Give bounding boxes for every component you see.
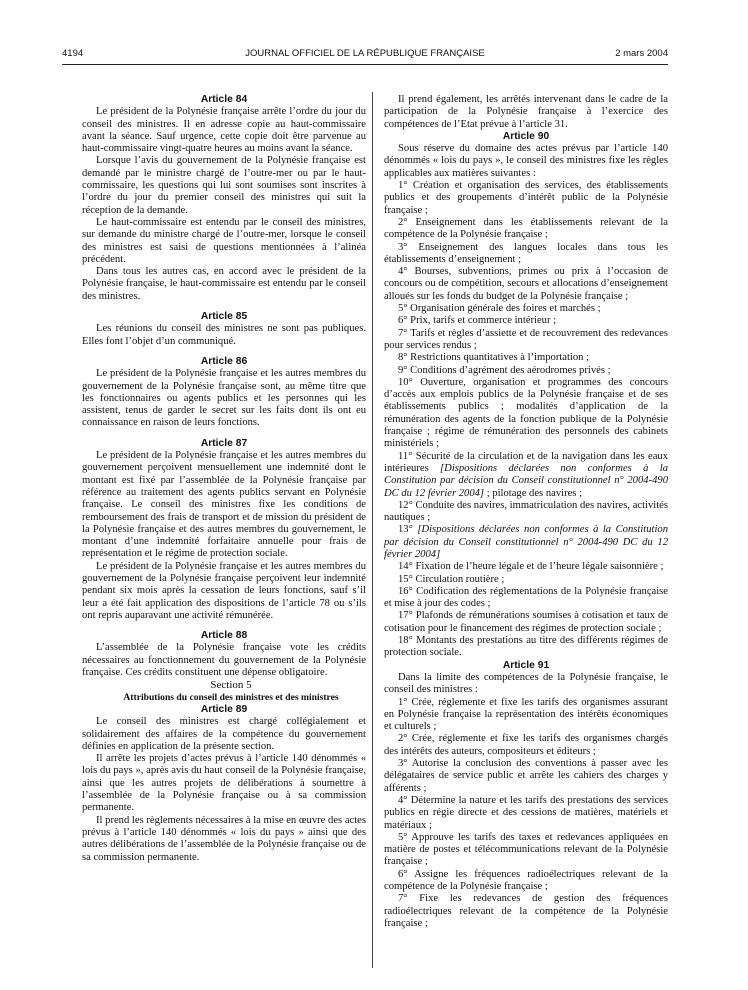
article-90-item-10: 10° Ouverture, organisation et programmes des concours d’accès aux emplois publics de la Polynésie française et de ses établissements publics ; modalités d’application de la rémunération des agents de la fonction publique de la Polynésie française ; régime de rémunération des personnels des cabinets ministériels ;: [384, 376, 668, 450]
article-86-heading: Article 86: [200, 355, 248, 367]
article-90-item-17: 17° Plafonds de rémunérations soumises à cotisation et taux de cotisation pour le financement des régimes de protection sociale ;: [384, 610, 668, 634]
article-90-item-7: 7° Tarifs et règles d’assiette et de recouvrement des redevances pour services rendus ;: [384, 327, 668, 351]
article-85-para-1: Les réunions du conseil des ministres ne sont pas publiques. Elles font l’objet d’un communiqué.: [82, 323, 366, 347]
article-91-heading: Article 91: [502, 659, 550, 671]
journal-title: JOURNAL OFFICIEL DE LA RÉPUBLIQUE FRANÇAISE: [245, 48, 485, 59]
article-90-item-5: 5° Organisation générale des foires et marchés ;: [398, 303, 601, 315]
header-rule: [62, 64, 668, 65]
article-89-para-2: Il arrête les projets d’actes prévus à l’article 140 dénommés « lois du pays », après avis du haut conseil de la Polynésie française, ainsi que les autres projets de délibérations à soumettre à l’assemblée de la Polynésie française ou à sa commission permanente.: [82, 753, 366, 814]
article-90-item-16: 16° Codification des réglementations de la Polynésie française et mise à jour des codes ;: [384, 585, 668, 610]
article-90-item-1: 1° Création et organisation des services, des établissements publics et des groupements d’intérêt public de la Polynésie française ;: [384, 180, 668, 216]
article-87-para-1: Le président de la Polynésie française et les autres membres du gouvernement perçoivent mensuellement une indemnité dont le montant est fixé par l’assemblée de la Polynésie française par référence au traitement des agents publics servant en Polynésie française. Le conseil des ministres fixe les conditions de remboursement des frais de transport et de mission du président de la Polynésie française et des autres membres du gouvernement, le montant d’une indemnité forfaitaire annuelle pour frais de représentation et le régime de protection sociale.: [82, 450, 366, 560]
article-89-heading: Article 89: [200, 703, 248, 715]
article-84-para-1: Le président de la Polynésie française arrête l’ordre du jour du conseil des ministres. Il en adresse copie au haut-commissaire avant la séance. Sauf urgence, cette copie doit être parvenue au haut-commissaire vingt-quatre heures au moins avant la séance.: [82, 106, 366, 155]
left-column: [82, 94, 366, 864]
article-91-intro: Dans la limite des compétences de la Polynésie française, le conseil des ministres :: [384, 671, 668, 696]
item-11-censure-note: [Dispositions déclarées non conformes à la Constitution par décision du Conseil constitutionnel n° 2004-490 DC du 12 février 2004]: [384, 462, 668, 499]
article-91-item-5: 5° Approuve les tarifs des taxes et redevances appliquées en matière de postes et télécommunications relevant de la Polynésie française ;: [384, 831, 668, 868]
publication-date: 2 mars 2004: [615, 48, 668, 59]
article-86-para-1: Le président de la Polynésie française et les autres membres du gouvernement de la Polynésie française sont, au même titre que les fonctionnaires ou agents publics et les personnes qui les assistent, tenus de garder le secret sur les faits dont ils ont eu connaissance en raison de leurs fonctions.: [82, 368, 366, 429]
item-13-censure-note: [Dispositions déclarées non conformes à la Constitution par décision du Conseil constitutionnel n° 2004-490 DC du 12 février 2004]: [384, 524, 668, 560]
article-87-heading: Article 87: [200, 437, 248, 449]
article-89-para-1: Le conseil des ministres est chargé collégialement et solidairement des affaires de la compétence du gouvernement définies en application de la présente section.: [82, 716, 366, 752]
section-subtitle: Attributions du conseil des ministres et des ministres: [123, 691, 339, 703]
article-85-heading: Article 85: [200, 311, 248, 323]
article-90-item-11: [384, 451, 668, 500]
article-90-item-3: 3° Enseignement des langues locales dans tous les établissements d’enseignement ;: [384, 241, 668, 265]
article-91-item-2: 2° Crée, réglemente et fixe les tarifs des organismes chargés des intérêts des auteurs, compositeurs et éditeurs ;: [384, 733, 668, 757]
article-90-item-2: 2° Enseignement dans les établissements relevant de la compétence de la Polynésie française ;: [384, 216, 668, 241]
column-divider: [372, 92, 373, 968]
article-91-item-7: 7° Fixe les redevances de gestion des fréquences radioélectriques relevant de la compétence de la Polynésie française ;: [384, 893, 668, 929]
article-90-item-4: 4° Bourses, subventions, primes ou prix à l’occasion de concours ou de compétition, secours et allocations d’enseignement alloués sur les fonds du budget de la Polynésie française ;: [384, 266, 668, 302]
article-90-intro: Sous réserve du domaine des actes prévus par l’article 140 dénommés « lois du pays », le conseil des ministres fixe les règles applicables aux matières suivantes :: [384, 143, 668, 179]
item-11-text-c: ; pilotage des navires ;: [484, 487, 583, 499]
section-title: Section 5: [210, 679, 252, 692]
article-88-heading: Article 88: [200, 630, 248, 642]
article-84-para-2: Lorsque l’avis du gouvernement de la Polynésie française est demandé par le ministre chargé de l’outre-mer ou par le haut-commissaire, les questions qui lui sont soumises sont inscrites à l’ordre du jour du premier conseil des ministres qui suit la réception de la demande.: [82, 155, 366, 216]
article-90-item-13: [384, 524, 668, 561]
article-89-para-4: Il prend également, les arrêtés intervenant dans le cadre de la participation de la Polynésie française à l’exercice des compétences de l’Etat prévue à l’article 31.: [384, 94, 668, 130]
article-91-item-1: 1° Crée, réglemente et fixe les tarifs des organismes assurant en Polynésie française la représentation des intérêts économiques et culturels ;: [384, 696, 668, 733]
item-13-number: 13°: [398, 524, 418, 536]
article-90-heading: Article 90: [502, 130, 550, 142]
article-91-item-4: 4° Détermine la nature et les tarifs des prestations des services publics en régie directe et des cessions de matières, matériels et matériaux ;: [384, 794, 668, 831]
article-84-para-4: Dans tous les autres cas, en accord avec le président de la Polynésie française, le haut-commissaire est entendu par le conseil des ministres.: [82, 266, 366, 302]
article-90-item-6: 6° Prix, tarifs et commerce intérieur ;: [398, 315, 557, 327]
article-91-item-3: 3° Autorise la conclusion des conventions à passer avec les délégataires de service public et arrête les cahiers des charges y afférents ;: [384, 758, 668, 794]
right-column: [384, 94, 668, 930]
article-88-para-1: L’assemblée de la Polynésie française vote les crédits nécessaires au fonctionnement du gouvernement de la Polynésie française. Ces crédits constituent une dépense obligatoire.: [82, 642, 366, 679]
article-90-item-14: 14° Fixation de l’heure légale et de l’heure légale saisonnière ;: [398, 561, 664, 573]
article-91-item-6: 6° Assigne les fréquences radioélectriques relevant de la compétence de la Polynésie française ;: [384, 868, 668, 892]
article-90-item-12: 12° Conduite des navires, immatriculation des navires, activités nautiques ;: [384, 499, 668, 524]
article-90-item-9: 9° Conditions d’agrément des aérodromes privés ;: [398, 364, 611, 376]
article-90-item-18: 18° Montants des prestations au titre des différents régimes de protection sociale.: [384, 635, 668, 659]
article-90-item-15: 15° Circulation routière ;: [398, 573, 505, 585]
article-84-para-3: Le haut-commissaire est entendu par le conseil des ministres, sur demande du ministre chargé de l’outre-mer, lorsque le conseil des ministres est saisi de questions mentionnées à l’alinéa précédent.: [82, 216, 366, 265]
page-number: 4194: [62, 48, 84, 59]
article-90-item-8: 8° Restrictions quantitatives à l’importation ;: [398, 352, 590, 364]
article-87-para-2: Le président de la Polynésie française et les autres membres du gouvernement de la Polynésie française perçoivent leur indemnité pendant six mois après la cessation de leurs fonctions, sauf s’il leur a été fait application des dispositions de l’article 78 ou s’ils ont repris auparavant une activité rémunérée.: [82, 560, 366, 621]
article-89-para-3: Il prend les règlements nécessaires à la mise en œuvre des actes prévus à l’article 140 dénommés « lois du pays » ainsi que des autres délibérations de l’assemblée de la Polynésie française ou de sa commission permanente.: [82, 814, 366, 863]
article-84-heading: Article 84: [200, 94, 248, 105]
item-11-text-a: 11° Sécurité de la circulation et de la navigation dans les eaux intérieures: [384, 450, 668, 474]
page-header: [62, 48, 668, 62]
